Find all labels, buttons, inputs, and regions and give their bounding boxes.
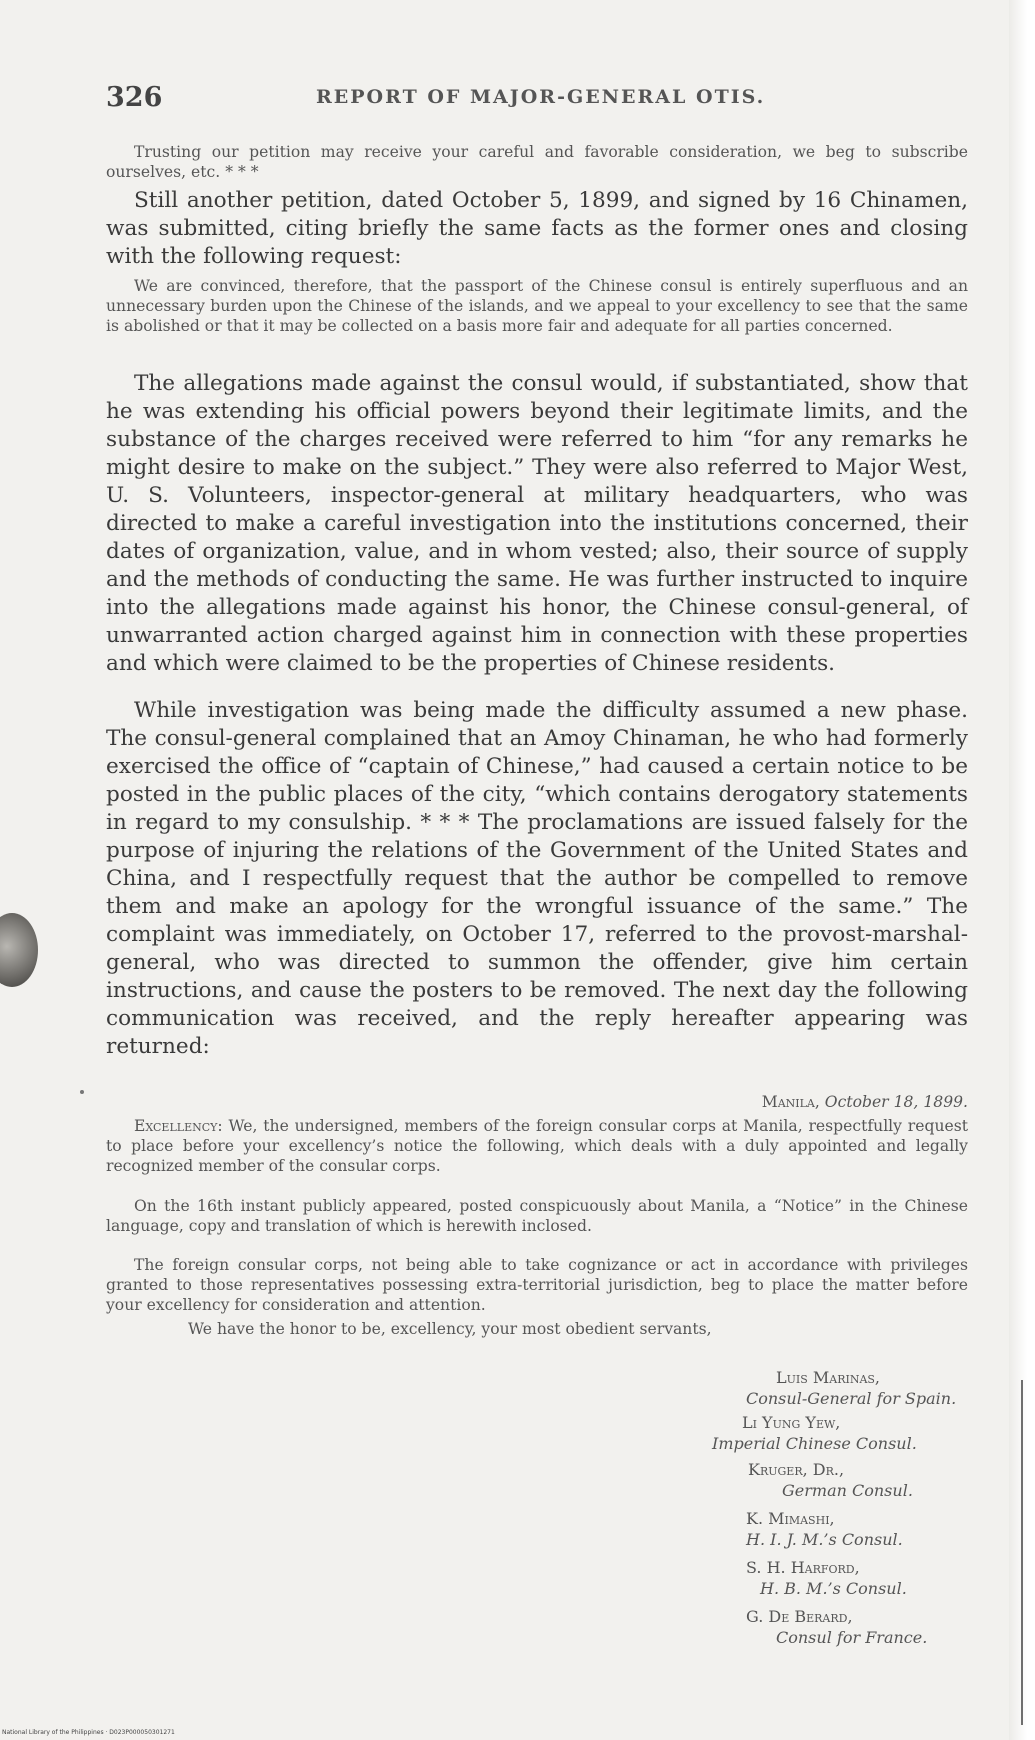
signatory-title: H. B. M.’s Consul. [760, 1579, 907, 1598]
letter-dateline [106, 1093, 968, 1111]
scan-footer-credit: National Library of the Philippines · D023P000050301271 [2, 1729, 175, 1736]
signatory-title: Consul for France. [776, 1628, 928, 1647]
signatory-title: H. I. J. M.’s Consul. [746, 1530, 903, 1549]
signatory-name: G. De Berard, [746, 1607, 853, 1626]
signatory-name: Kruger, Dr., [748, 1460, 845, 1479]
letter-closing: We have the honor to be, excellency, your most obedient servants, [188, 1320, 712, 1338]
letter-place: Manila, [761, 1093, 820, 1111]
signatory-name: K. Mimashi, [746, 1509, 835, 1528]
petition-closing-quote: Trusting our petition may receive your careful and favorable consideration, we beg to subscribe ourselves, etc. * * * [106, 143, 968, 181]
signature-china [712, 1412, 917, 1454]
body-paragraph-petition: Still another petition, dated October 5, 1899, and signed by 16 Chinamen, was submitted, citing briefly the same facts as the former ones and closing with the following request: [106, 188, 968, 269]
body-paragraph-new-phase: While investigation was being made the difficulty assumed a new phase. The consul-general complained that an Amoy Chinaman, he who had formerly exercised the office of “captain of Chinese,” had caused a certain notice to be posted in the public places of the city, “which contains derogatory statements in regard to my consulship. * * * The proclamations are issued falsely for the purpose of injuring the relations of the Government of the United States and China, and I respectfully request that the author be compelled to remove them and make an apology for the wrongful issuance of the same.” The complaint was immediately, on October 17, referred to the provost-marshal-general, who was directed to summon the offender, give him certain instructions, and cause the posters to be removed. The next day the following communication was received, and the reply hereafter appearing was returned: [106, 698, 968, 1059]
scanner-thumb-shadow [0, 913, 38, 987]
page-header [106, 82, 962, 118]
letter-date: October 18, 1899. [824, 1093, 968, 1111]
binding-edge-line [1021, 1380, 1023, 1725]
petition-request-quote: We are convinced, therefore, that the passport of the Chinese consul is entirely superfluous and an unnecessary burden upon the Chinese of the islands, and we appeal to your excellency to see that the same is abolished or that it may be collected on a basis more fair and adequate for all parties concerned. [106, 277, 968, 335]
signatory-title: German Consul. [782, 1481, 913, 1500]
ink-speck [80, 1090, 84, 1094]
signature-japan [746, 1508, 903, 1550]
letter-paragraph-1: Excellency: We, the undersigned, members of the foreign consular corps at Manila, respectfully request to place before your excellency’s notice the following, which deals with a duly appointed and legally recognized member of the consular corps. [106, 1117, 968, 1175]
signature-germany [748, 1459, 913, 1501]
signature-spain [746, 1367, 956, 1409]
signatory-name: Luis Marinas, [776, 1368, 881, 1387]
body-paragraph-allegations: The allegations made against the consul would, if substantiated, show that he was extending his official powers beyond their legitimate limits, and the substance of the charges received were referred to him “for any remarks he might desire to make on the subject.” They were also referred to Major West, U. S. Volunteers, inspector-general at military headquarters, who was directed to make a careful investigation into the institutions concerned, their dates of organization, value, and in whom vested; also, their source of supply and the methods of conducting the same. He was further instructed to inquire into the allegations made against his honor, the Chinese consul-general, of unwarranted action charged against him in connection with these properties and which were claimed to be the properties of Chinese residents. [106, 371, 968, 676]
signatory-title: Consul-General for Spain. [746, 1389, 957, 1408]
page-number: 326 [106, 82, 163, 113]
running-title: REPORT OF MAJOR-GENERAL OTIS. [316, 86, 766, 108]
signatory-name: Li Yung Yew, [742, 1413, 841, 1432]
signature-britain [746, 1557, 907, 1599]
signature-france [746, 1606, 927, 1648]
signatory-name: S. H. Harford, [746, 1558, 860, 1577]
letter-paragraph-3: The foreign consular corps, not being able to take cognizance or act in accordance with privileges granted to those representatives possessing extra-territorial jurisdiction, beg to place the matter before your excellency for consideration and attention. [106, 1256, 968, 1314]
signatory-title: Imperial Chinese Consul. [712, 1434, 917, 1453]
letter-paragraph-2: On the 16th instant publicly appeared, posted conspicuously about Manila, a “Notice” in the Chinese language, copy and translation of which is herewith inclosed. [106, 1197, 968, 1235]
letter-salutation: Excellency: [134, 1117, 223, 1135]
